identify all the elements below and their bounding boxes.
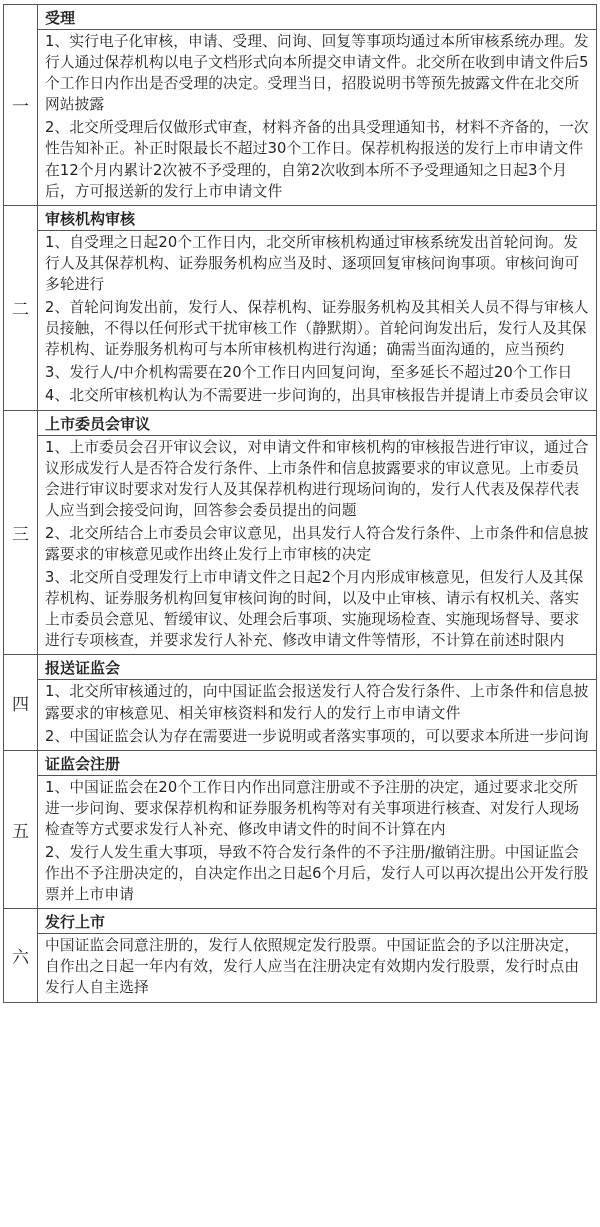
stage-paragraph: 4、北交所审核机构认为不需要进一步问询的，出具审核报告并提请上市委员会审议 <box>45 387 589 405</box>
stage-paragraph: 中国证监会同意注册的，发行人依照规定发行股票。中国证监会的予以注册决定，自作出之日起一年内有效，发行人应当在注册决定有效期内发行股票，发行时点由发行人自主选择 <box>45 937 580 997</box>
stage-paragraph: 2、北交所结合上市委员会审议意见，出具发行人符合发行条件、上市条件和信息披露要求的审核意见或作出终止发行上市审核的决定 <box>45 524 589 563</box>
stage-number: 三 <box>4 410 38 655</box>
stage-row <box>4 5 597 206</box>
stage-number: 一 <box>4 5 38 206</box>
stage-title: 上市委员会审议 <box>38 411 596 436</box>
stage-body <box>38 30 596 205</box>
stage-body <box>38 436 596 655</box>
stage-number: 二 <box>4 205 38 410</box>
ipo-process-table <box>3 4 597 1003</box>
stage-number: 六 <box>4 909 38 1002</box>
stage-title: 证监会注册 <box>38 751 596 776</box>
stage-paragraph: 1、上市委员会召开审议会议，对申请文件和审核机构的审核报告进行审议，通过合议形成发行人是否符合发行条件、上市条件和信息披露要求的审议意见。上市委员会进行审议时要求对发行人及其保荐机构进行现场问询的，发行人代表及保荐代表人应当到会接受问询，回答参会委员提出的问题 <box>45 438 589 519</box>
stage-paragraph: 1、中国证监会在20个工作日内作出同意注册或不予注册的决定，通过要求北交所进一步问询、要求保荐机构和证券服务机构等对有关事项进行核查、对发行人现场检查等方式要求发行人补充、修改申请文件的时间不计算在内 <box>45 778 580 838</box>
stage-body <box>38 776 596 909</box>
stage-content <box>38 750 597 909</box>
ipo-process-table-body <box>4 5 597 1003</box>
stage-paragraph: 1、北交所审核通过的，向中国证监会报送发行人符合发行条件、上市条件和信息披露要求的审核意见、相关审核资料和发行人的发行上市申请文件 <box>45 683 589 722</box>
stage-row <box>4 410 597 655</box>
stage-number: 四 <box>4 655 38 750</box>
stage-title: 发行上市 <box>38 909 596 934</box>
stage-body <box>38 934 596 1001</box>
stage-paragraph: 2、中国证监会认为存在需要进一步说明或者落实事项的，可以要求本所进一步问询 <box>45 727 589 745</box>
stage-paragraph: 1、自受理之日起20个工作日内，北交所审核机构通过审核系统发出首轮问询。发行人及其保荐机构、证券服务机构应当及时、逐项回复审核问询事项。审核问询可多轮进行 <box>45 233 580 293</box>
stage-content <box>38 410 597 655</box>
stage-title: 审核机构审核 <box>38 206 596 231</box>
stage-paragraph: 2、发行人发生重大事项，导致不符合发行条件的不予注册/撤销注册。中国证监会作出不予注册决定的，自决定作出之日起6个月后，发行人可以再次提出公开发行股票并上市申请 <box>45 844 589 904</box>
stage-content <box>38 655 597 750</box>
stage-body <box>38 231 596 410</box>
stage-body <box>38 680 596 749</box>
stage-row <box>4 205 597 410</box>
stage-content <box>38 909 597 1002</box>
stage-content <box>38 5 597 206</box>
stage-paragraph: 1、实行电子化审核，申请、受理、问询、回复等事项均通过本所审核系统办理。发行人通过保荐机构以电子文档形式向本所提交申请文件。北交所在收到申请文件后5个工作日内作出是否受理的决定。受理当日，招股说明书等预先披露文件在北交所网站披露 <box>45 33 589 114</box>
stage-paragraph: 3、北交所自受理发行上市申请文件之日起2个月内形成审核意见，但发行人及其保荐机构、证券服务机构回复审核问询的时间，以及中止审核、请示有权机关、落实上市委员会意见、暂缓审议、处理会后事项、实施现场检查、实施现场督导、要求进行专项核查，并要求发行人补充、修改申请文件等情形，不计算在前述时限内 <box>45 569 584 650</box>
stage-content <box>38 205 597 410</box>
stage-paragraph: 3、发行人/中介机构需要在20个工作日内回复问询，至多延长不超过20个工作日 <box>45 364 573 382</box>
stage-row <box>4 909 597 1002</box>
stage-row <box>4 655 597 750</box>
stage-title: 受理 <box>38 5 596 30</box>
stage-row <box>4 750 597 909</box>
stage-paragraph: 2、首轮问询发出前，发行人、保荐机构、证券服务机构及其相关人员不得与审核人员接触，不得以任何形式干扰审核工作（静默期）。首轮问询发出后，发行人及其保荐机构、证券服务机构可与本所审核机构进行沟通；确需当面沟通的，应当预约 <box>45 299 589 359</box>
stage-number: 五 <box>4 750 38 909</box>
stage-title: 报送证监会 <box>38 655 596 680</box>
stage-paragraph: 2、北交所受理后仅做形式审查，材料齐备的出具受理通知书，材料不齐备的，一次性告知补正。补正时限最长不超过30个工作日。保荐机构报送的发行上市申请文件在12个月内累计2次被不予受理的，自第2次收到本所不予受理通知之日起3个月后，方可报送新的发行上市申请文件 <box>45 119 589 200</box>
